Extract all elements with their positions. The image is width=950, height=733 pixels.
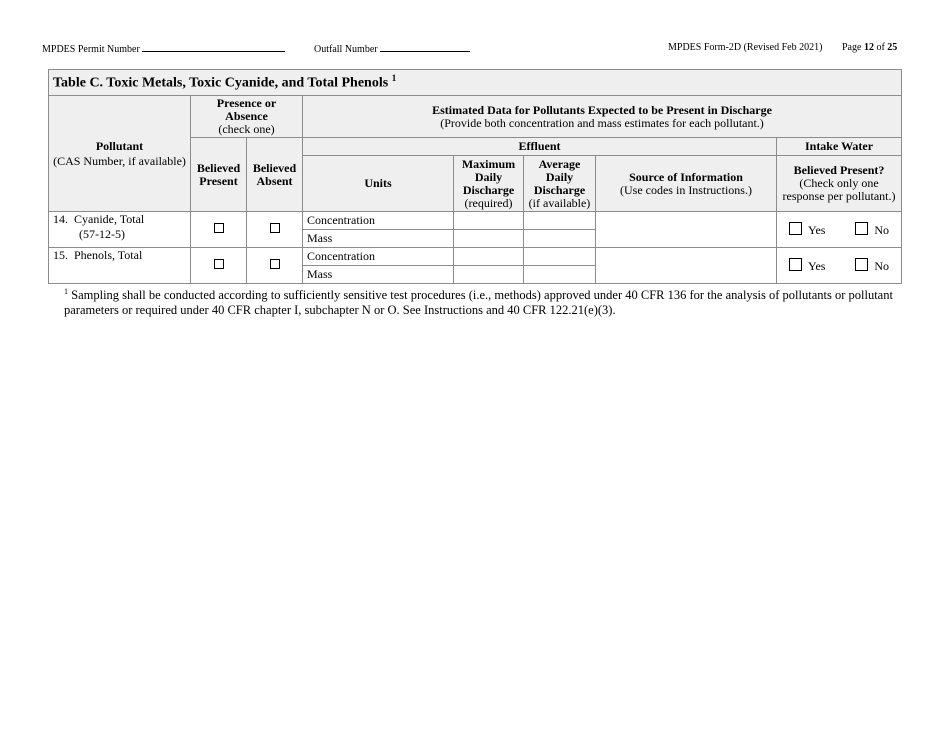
units-mass: Mass [303, 266, 454, 284]
units-mass: Mass [303, 230, 454, 248]
believed-absent-header: Believed Absent [247, 138, 303, 212]
max-daily-mass-input[interactable] [454, 266, 524, 284]
intake-yes-option[interactable]: Yes [789, 258, 825, 274]
max-daily-concentration-input[interactable] [454, 212, 524, 230]
intake-no-option[interactable]: No [855, 258, 889, 274]
intake-cell [777, 212, 902, 248]
no-checkbox[interactable] [855, 222, 868, 235]
outfall-number-label: Outfall Number [314, 42, 470, 55]
source-info-input[interactable] [596, 248, 777, 284]
believed-absent-cell [247, 212, 303, 248]
believed-absent-checkbox[interactable] [270, 259, 280, 269]
avg-daily-concentration-input[interactable] [524, 212, 596, 230]
no-checkbox[interactable] [855, 258, 868, 271]
believed-present-checkbox[interactable] [214, 259, 224, 269]
avg-daily-mass-input[interactable] [524, 266, 596, 284]
permit-number-label: MPDES Permit Number [42, 42, 285, 55]
avg-daily-mass-input[interactable] [524, 230, 596, 248]
believed-present-cell [191, 248, 247, 284]
yes-checkbox[interactable] [789, 258, 802, 271]
max-daily-header: Maximum Daily Discharge (required) [454, 156, 524, 212]
believed-absent-cell [247, 248, 303, 284]
max-daily-concentration-input[interactable] [454, 248, 524, 266]
page-number: Page 12 of 25 [842, 42, 898, 53]
effluent-header: Effluent [303, 138, 777, 156]
avg-daily-header: Average Daily Discharge (if available) [524, 156, 596, 212]
intake-cell [777, 248, 902, 284]
believed-present-cell [191, 212, 247, 248]
footnote: $^1$ Sampling shall be conducted according to sufficiently sensitive test procedures (i.e., methods) approved under 40 CFR 136 for the analysis of pollutants or pollutant parameters or required under 40 CFR chapter I, subchapter N or O. See Instructions and 40 CFR 122.21(e)(3). [64, 287, 893, 318]
intake-water-header: Intake Water [777, 138, 902, 156]
outfall-number-field[interactable] [380, 42, 470, 52]
source-info-input[interactable] [596, 212, 777, 248]
table-c [48, 69, 902, 284]
believed-present-checkbox[interactable] [214, 223, 224, 233]
form-id: MPDES Form-2D (Revised Feb 2021) [668, 42, 823, 53]
avg-daily-concentration-input[interactable] [524, 248, 596, 266]
table-title: Table C. Toxic Metals, Toxic Cyanide, and Total Phenols $^1$ [49, 70, 902, 96]
presence-header: Presence or Absence (check one) [191, 96, 303, 138]
units-concentration: Concentration [303, 248, 454, 266]
max-daily-mass-input[interactable] [454, 230, 524, 248]
units-concentration: Concentration [303, 212, 454, 230]
units-header: Units [303, 156, 454, 212]
pollutant-cell-cyanide: 14. Cyanide, Total (57-12-5) [49, 212, 191, 248]
pollutant-header: Pollutant (CAS Number, if available) [49, 96, 191, 212]
yes-checkbox[interactable] [789, 222, 802, 235]
permit-number-field[interactable] [142, 42, 285, 52]
believed-present-header: Believed Present [191, 138, 247, 212]
intake-believed-present-header: Believed Present? (Check only one response per pollutant.) [777, 156, 902, 212]
intake-yes-option[interactable]: Yes [789, 222, 825, 238]
intake-no-option[interactable]: No [855, 222, 889, 238]
believed-absent-checkbox[interactable] [270, 223, 280, 233]
pollutant-cell-phenols: 15. Phenols, Total [49, 248, 191, 284]
source-info-header: Source of Information (Use codes in Instructions.) [596, 156, 777, 212]
estimated-data-header: Estimated Data for Pollutants Expected to be Present in Discharge (Provide both concentration and mass estimates for each pollutant.) [303, 96, 902, 138]
